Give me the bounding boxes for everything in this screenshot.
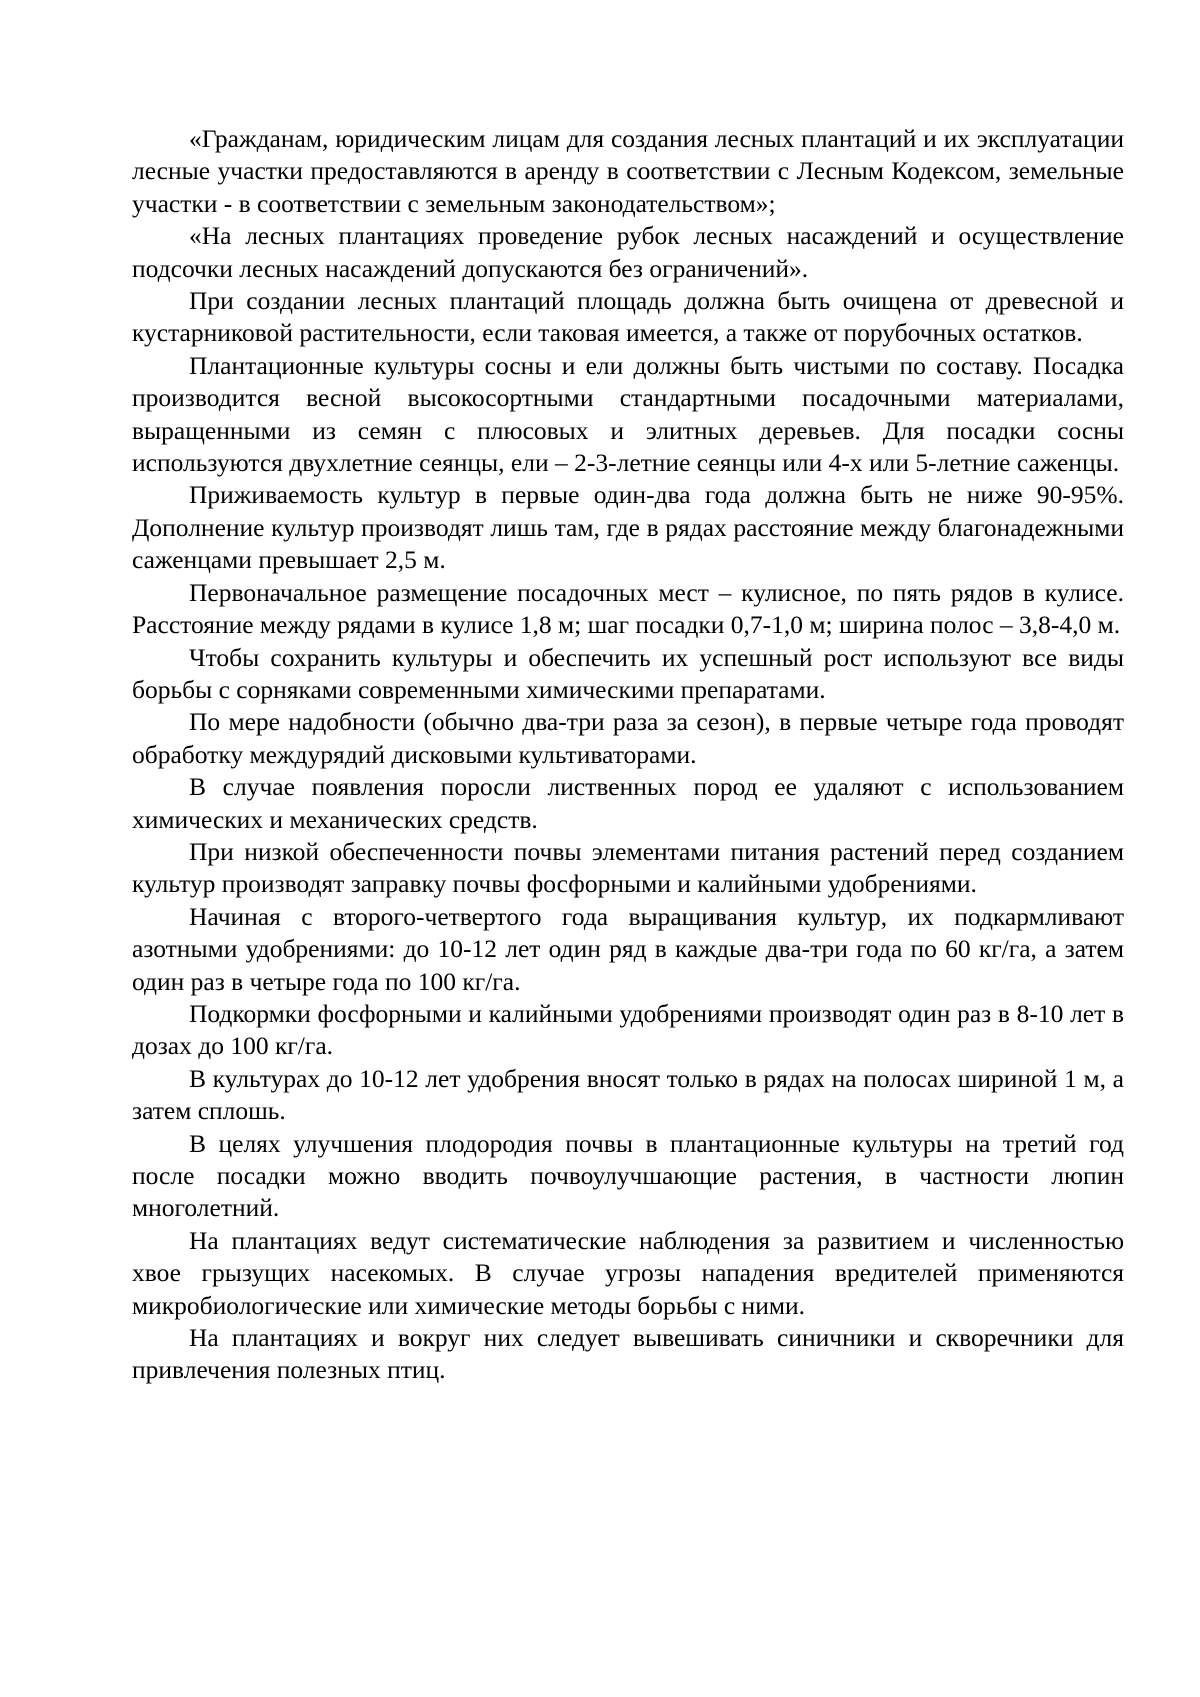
paragraph-13: В культурах до 10-12 лет удобрения вносят только в рядах на полосах шириной 1 м, а затем сплошь. [132,1063,1124,1126]
paragraph-5: Приживаемость культур в первые один-два года должна быть не ниже 90-95%. Дополнение культур производят лишь там, где в рядах расстояние между благонадежными саженцами превышает 2,5 м. [132,480,1124,575]
paragraph-9: В случае появления поросли лиственных пород ее удаляют с использованием химических и механических средств. [132,772,1124,834]
paragraph-8: По мере надобности (обычно два-три раза за сезон), в первые четыре года проводят обработку междурядий дисковыми культиваторами. [132,707,1124,769]
paragraph-3: При создании лесных плантаций площадь должна быть очищена от древесной и кустарниковой растительности, если таковая имеется, а также от порубочных остатков. [132,286,1124,348]
paragraph-10: При низкой обеспеченности почвы элементами питания растений перед созданием культур производят заправку почвы фосфорными и калийными удобрениями. [132,836,1124,899]
paragraph-2: «На лесных плантациях проведение рубок лесных насаждений и осуществление подсочки лесных насаждений допускаются без ограничений». [132,221,1124,283]
document-page [132,123,1124,1387]
paragraph-4: Плантационные культуры сосны и ели должны быть чистыми по составу. Посадка производится весной высокосортными стандартными посадочными материалами, выращенными из семян с плюсовых и элитных деревьев. Для посадки сосны используются двухлетние сеянцы, ели – 2-3-летние сеянцы или 4-х или 5-летние саженцы. [132,350,1124,478]
paragraph-7: Чтобы сохранить культуры и обеспечить их успешный рост используют все виды борьбы с сорняками современными химическими препаратами. [132,642,1124,704]
paragraph-16: На плантациях и вокруг них следует вывешивать синичники и скворечники для привлечения полезных птиц. [132,1323,1124,1385]
paragraph-6: Первоначальное размещение посадочных мест – кулисное, по пять рядов в кулисе. Расстояние между рядами в кулисе 1,8 м; шаг посадки 0,7-1,0 м; ширина полос – 3,8-4,0 м. [132,577,1124,640]
paragraph-15: На плантациях ведут систематические наблюдения за развитием и численностью хвое грызущих насекомых. В случае угрозы нападения вредителей применяются микробиологические или химические методы борьбы с ними. [132,1225,1124,1320]
paragraph-11: Начиная с второго-четвертого года выращивания культур, их подкармливают азотными удобрениями: до 10-12 лет один ряд в каждые два-три года по 60 кг/га, а затем один раз в четыре года по 100 кг/га. [132,901,1124,996]
paragraph-1: «Гражданам, юридическим лицам для создания лесных плантаций и их эксплуатации лесные участки предоставляются в аренду в соответствии с Лесным Кодексом, земельные участки - в соответствии с земельным законодательством»; [132,124,1124,218]
paragraph-12: Подкормки фосфорными и калийными удобрениями производят один раз в 8-10 лет в дозах до 100 кг/га. [132,998,1124,1061]
paragraph-14: В целях улучшения плодородия почвы в плантационные культуры на третий год после посадки можно вводить почвоулучшающие растения, в частности люпин многолетний. [132,1128,1124,1223]
